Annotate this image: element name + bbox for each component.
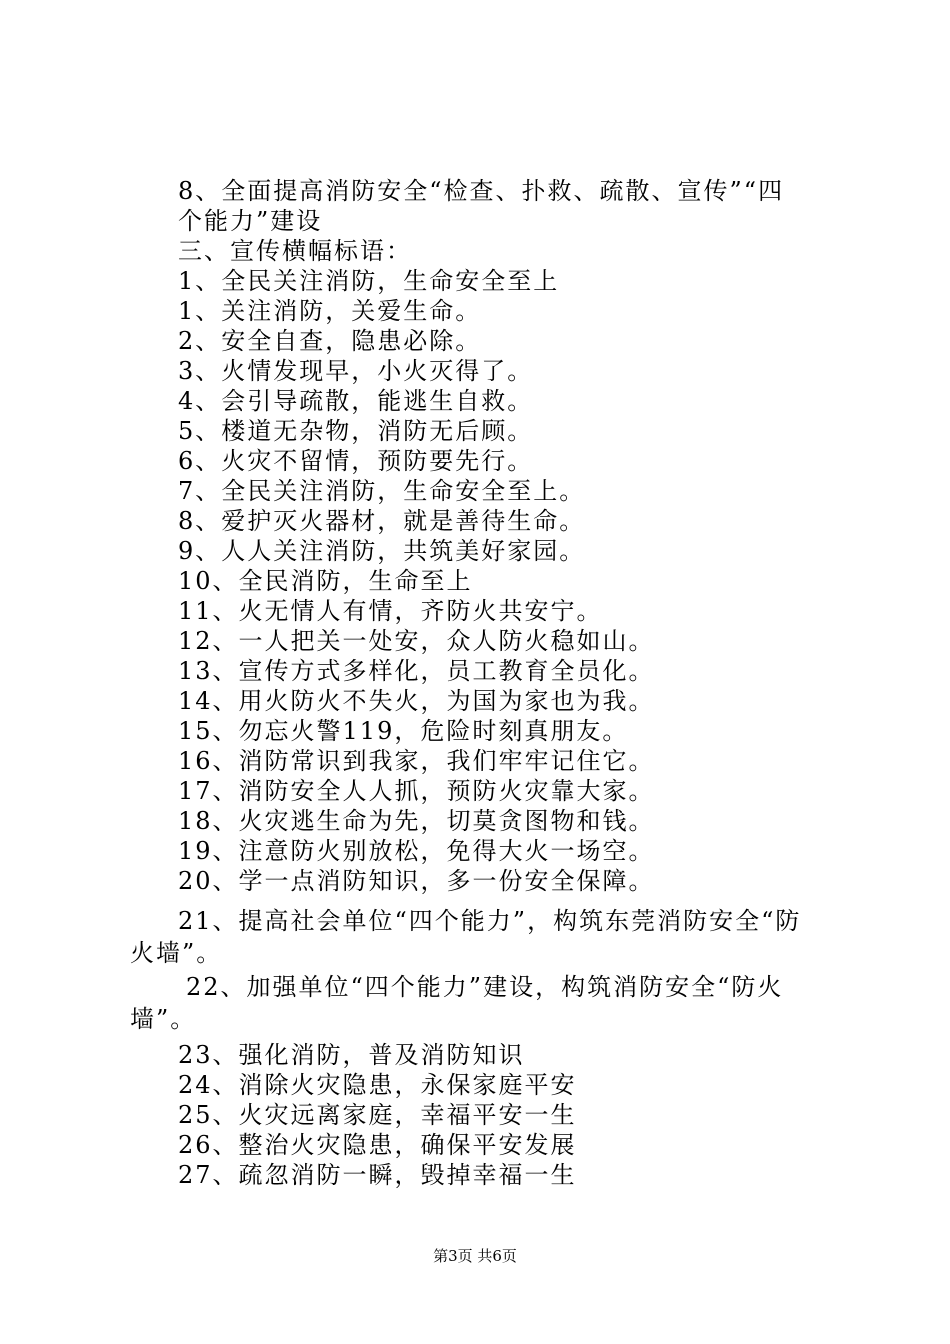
slogan-line: 24、消除火灾隐患，永保家庭平安: [178, 1071, 577, 1099]
slogan-line: 22、加强单位“四个能力”建设，构筑消防安全“防火: [186, 973, 784, 1001]
slogan-line: 1、全民关注消防，生命安全至上: [178, 267, 560, 295]
slogan-line: 3、火情发现早，小火灭得了。: [178, 357, 534, 385]
slogan-line: 12、一人把关一处安，众人防火稳如山。: [178, 627, 655, 655]
slogan-line: 25、火灾远离家庭，幸福平安一生: [178, 1101, 577, 1129]
slogan-line: 26、整治火灾隐患，确保平安发展: [178, 1131, 577, 1159]
slogan-line: 4、会引导疏散，能逃生自救。: [178, 387, 534, 415]
slogan-line: 6、火灾不留情，预防要先行。: [178, 447, 534, 475]
slogan-line: 7、全民关注消防，生命安全至上。: [178, 477, 586, 505]
slogan-line: 9、人人关注消防，共筑美好家园。: [178, 537, 586, 565]
slogan-line: 20、学一点消防知识，多一份安全保障。: [178, 867, 655, 895]
slogan-line: 19、注意防火别放松，免得大火一场空。: [178, 837, 655, 865]
slogan-line: 27、疏忽消防一瞬，毁掉幸福一生: [178, 1161, 577, 1189]
slogan-line: 1、关注消防，关爱生命。: [178, 297, 482, 325]
slogan-line: 11、火无情人有情，齐防火共安宁。: [178, 597, 603, 625]
text-line: 个能力”建设: [178, 207, 323, 235]
slogan-line: 16、消防常识到我家，我们牢牢记住它。: [178, 747, 655, 775]
slogan-line: 15、勿忘火警119，危险时刻真朋友。: [178, 717, 629, 745]
text-line: 8、全面提高消防安全“检查、扑救、疏散、宣传”“四: [178, 177, 785, 205]
slogan-line: 23、强化消防，普及消防知识: [178, 1041, 525, 1069]
slogan-line: 2、安全自查，隐患必除。: [178, 327, 482, 355]
slogan-line: 18、火灾逃生命为先，切莫贪图物和钱。: [178, 807, 655, 835]
page-number: 第3页 共6页: [433, 1247, 517, 1265]
slogan-line: 10、全民消防，生命至上: [178, 567, 473, 595]
slogan-line: 14、用火防火不失火，为国为家也为我。: [178, 687, 655, 715]
page-footer: [0, 1246, 950, 1266]
slogan-line: 21、提高社会单位“四个能力”，构筑东莞消防安全“防: [178, 907, 802, 935]
slogan-line-continued: 火墙”。: [130, 939, 223, 967]
section-heading: 三、宣传横幅标语：: [178, 237, 412, 265]
slogan-line: 17、消防安全人人抓，预防火灾靠大家。: [178, 777, 655, 805]
slogan-line: 13、宣传方式多样化，员工教育全员化。: [178, 657, 655, 685]
slogan-line: 5、楼道无杂物，消防无后顾。: [178, 417, 534, 445]
slogan-line: 8、爱护灭火器材，就是善待生命。: [178, 507, 586, 535]
slogan-line-continued: 墙”。: [130, 1005, 197, 1033]
